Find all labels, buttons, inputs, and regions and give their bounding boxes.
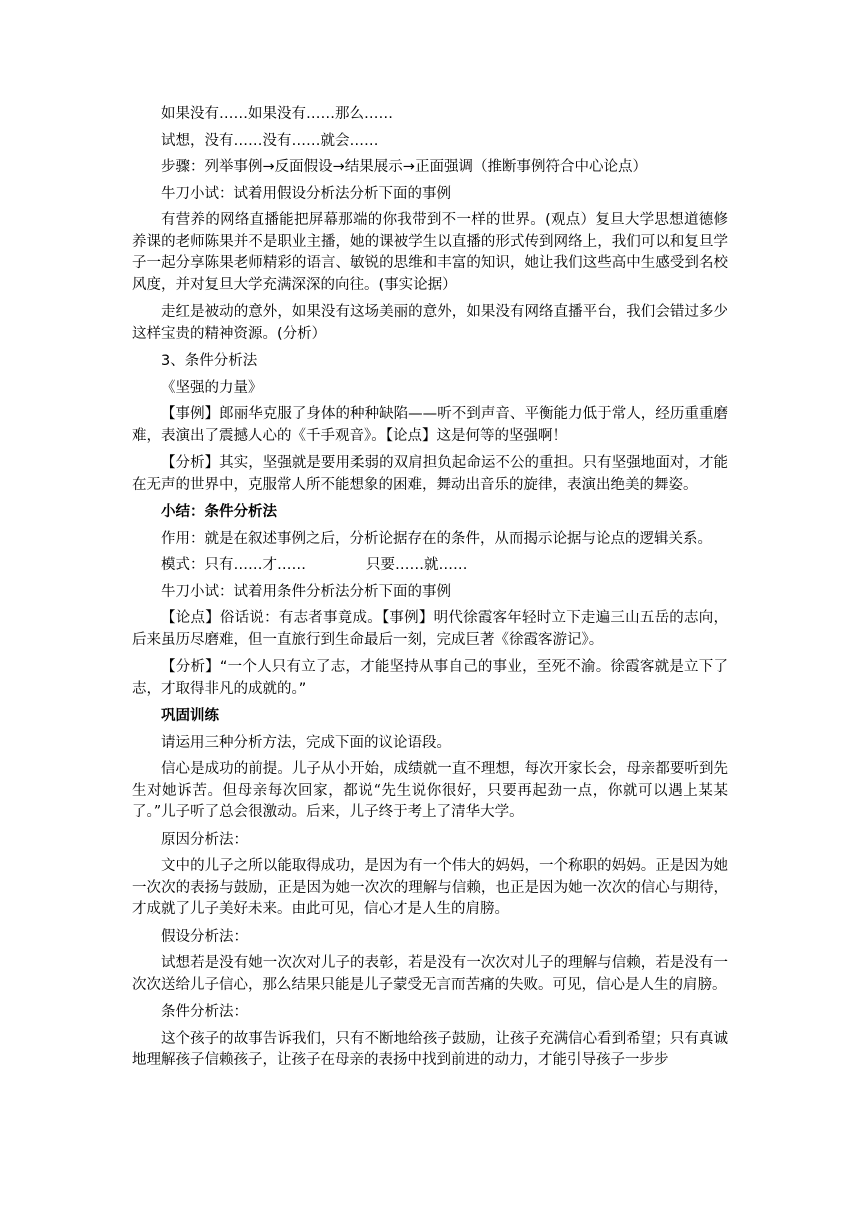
analysis-paragraph: 【分析】其实，坚强就是要用柔弱的双肩担负起命运不公的重担。只有坚强地面对，才能在无声的世界中，克服常人所不能想象的困难，舞动出音乐的旋律，表演出绝美的舞姿。 bbox=[132, 455, 728, 493]
pattern-a: 模式：只有……才…… bbox=[161, 557, 306, 573]
condition-heading: 条件分析法： bbox=[161, 1004, 248, 1020]
steps-line: 步骤：列举事例→反面假设→结果展示→正面强调（推断事例符合中心论点） bbox=[161, 159, 647, 175]
function-line: 作用：就是在叙述事例之后，分析论据存在的条件，从而揭示论据与论点的逻辑关系。 bbox=[161, 530, 712, 547]
xu-paragraph: 【论点】俗话说：有志者事竟成。【事例】明代徐霞客年轻时立下走遍三山五岳的志向，后来虽历尽磨难，但一直旅行到生命最后一刻，完成巨著《徐霞客游记》。 bbox=[132, 610, 728, 648]
cause-paragraph: 文中的儿子之所以能取得成功，是因为有一个伟大的妈妈，一个称职的妈妈。正是因为她一次次的表扬与鼓励，正是因为她一次次的理解与信赖，也正是因为她一次次的信心与期待，才成就了儿子美好未来。由此可见，信心才是人生的肩膀。 bbox=[132, 858, 728, 917]
example-paragraph: 【事例】郎丽华克服了身体的种种缺陷——听不到声音、平衡能力低于常人，经历重重磨难，表演出了震撼人心的《千手观音》。【论点】这是何等的坚强啊！ bbox=[132, 406, 728, 444]
livestream-paragraph: 有营养的网络直播能把屏幕那端的你我带到不一样的世界。(观点）复旦大学思想道德修养课的老师陈果并不是职业主播，她的课被学生以直播的形式传到网络上，我们可以和复旦学子一起分享陈果老师精彩的语言、敏锐的思维和丰富的知识，她让我们这些高中生感受到名校风度，并对复旦大学充满深深的向往。(事实论据） bbox=[132, 212, 728, 293]
cause-heading: 原因分析法： bbox=[161, 831, 248, 848]
consolidate-heading: 巩固训练 bbox=[161, 708, 219, 724]
hypothesis-paragraph: 试想若是没有她一次次对儿子的表彰，若是没有一次次对儿子的理解与信赖，若是没有一次次送给儿子信心，那么结果只能是儿子蒙受无言而苦痛的失败。可见，信心是人生的肩膀。 bbox=[132, 955, 728, 993]
confidence-paragraph: 信心是成功的前提。儿子从小开始，成绩就一直不理想，每次开家长会，母亲都要听到先生对她诉苦。但母亲每次回家，都说“先生说你很好，只要再起劲一点，你就可以遇上某某了。”儿子听了总会很激动。后来，儿子终于考上了清华大学。 bbox=[132, 761, 728, 820]
summary-heading: 小结：条件分析法 bbox=[161, 504, 277, 520]
livestream-analysis: 走红是被动的意外，如果没有这场美丽的意外，如果没有网络直播平台，我们会错过多少这样宝贵的精神资源。(分析） bbox=[132, 304, 728, 342]
pattern-line-2: 试想，没有……没有……就会…… bbox=[161, 132, 379, 149]
pattern-b: 只要……就…… bbox=[366, 557, 468, 573]
pattern-line bbox=[132, 555, 728, 577]
practice-line-2: 牛刀小试：试着用条件分析法分析下面的事例 bbox=[161, 583, 451, 600]
hypothesis-heading: 假设分析法： bbox=[161, 928, 248, 945]
practice-line-1: 牛刀小试：试着用假设分析法分析下面的事例 bbox=[161, 185, 451, 202]
xu-analysis: 【分析】“一个人只有立了志，才能坚持从事自己的事业，至死不渝。徐霞客就是立下了志，才取得非凡的成就的。” bbox=[132, 659, 728, 697]
instruction-line: 请运用三种分析方法，完成下面的议论语段。 bbox=[161, 734, 451, 751]
essay-title: 《坚强的力量》 bbox=[161, 379, 263, 396]
condition-paragraph: 这个孩子的故事告诉我们，只有不断地给孩子鼓励，让孩子充满信心看到希望；只有真诚地理解孩子信赖孩子，让孩子在母亲的表扬中找到前进的动力，才能引导孩子一步步 bbox=[132, 1030, 728, 1068]
document-body bbox=[132, 104, 728, 1078]
pattern-line-1: 如果没有……如果没有……那么…… bbox=[161, 106, 393, 122]
section-heading-3: 3、条件分析法 bbox=[161, 353, 258, 369]
